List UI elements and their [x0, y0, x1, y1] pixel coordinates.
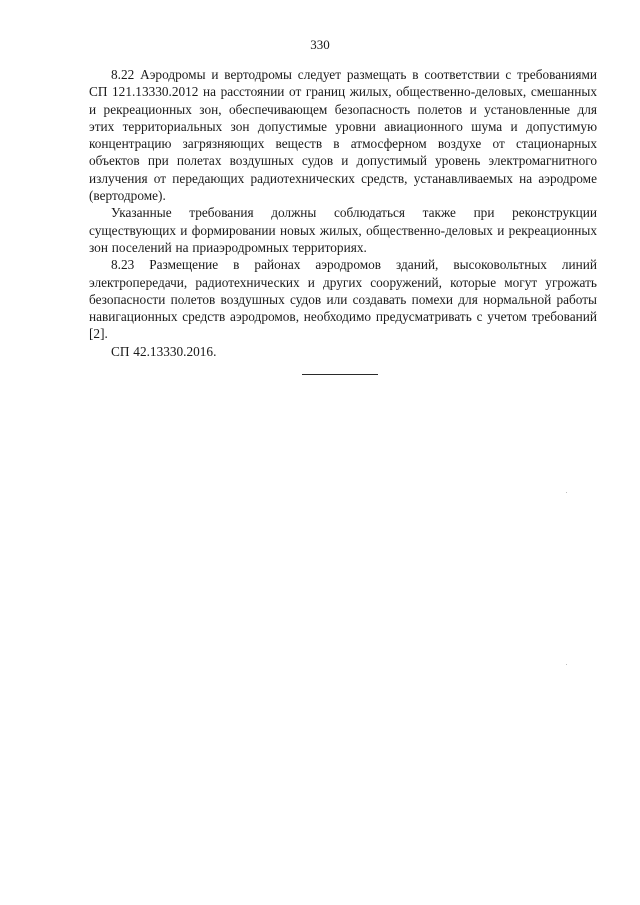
end-of-section-rule: [302, 374, 378, 375]
document-body: [89, 66, 597, 360]
paragraph-requirements: Указанные требования должны соблюдаться также при реконструкции существующих и формировании новых жилых, общественно-деловых и рекреационных зон поселений на приаэродромных территориях.: [89, 205, 597, 255]
paragraph-8-22: 8.22 Аэродромы и вертодромы следует размещать в соответствии с требованиями СП 121.13330.2012 на расстоянии от границ жилых, общественно-деловых, смешанных и рекреационных зон, обеспечивающем безопасность полетов и установленные для этих территориальных зон допустимые уровни авиационного шума и допустимую концентрацию загрязняющих веществ в атмосферном воздухе от стационарных объектов при полетах воздушных судов и допустимый уровень электромагнитного излучения от передающих радиотехнических средств, устанавливаемых на аэродроме (вертодроме).: [89, 67, 597, 204]
scan-speck: [566, 664, 567, 665]
page-number: 330: [310, 37, 330, 52]
paragraph-reference: СП 42.13330.2016.: [111, 343, 217, 359]
paragraph-8-23: 8.23 Размещение в районах аэродромов зданий, высоковольтных линий электропередачи, радиотехнических и других сооружений, которые могут угрожать безопасности полетов воздушных судов или создавать помехи для нормальной работы навигационных средств аэродромов, необходимо предусматривать с учетом требований [2].: [89, 257, 597, 342]
scan-speck: [566, 492, 567, 493]
